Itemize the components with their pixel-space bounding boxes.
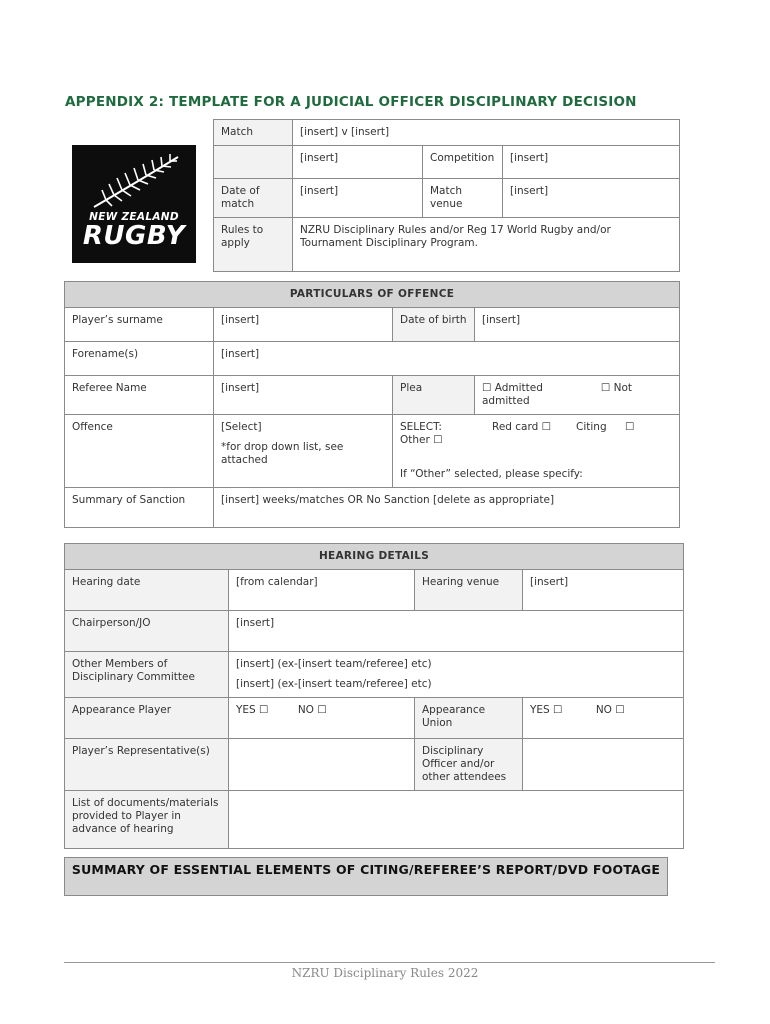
hearing-date-label: Hearing date	[65, 570, 229, 611]
appearance-union-no[interactable]: NO ☐	[595, 704, 625, 716]
red-card-checkbox[interactable]: Red card ☐	[492, 421, 552, 433]
date-of-match-label: Date of match	[214, 179, 293, 218]
silver-fern-icon	[72, 145, 196, 215]
chairperson-value[interactable]: [insert]	[229, 611, 684, 652]
sanction-label: Summary of Sanction	[65, 488, 214, 528]
documents-label: List of documents/materials provided to Player in advance of hearing	[65, 791, 229, 849]
surname-value[interactable]: [insert]	[214, 308, 393, 342]
competition-label: Competition	[423, 146, 503, 179]
nz-rugby-logo	[72, 145, 196, 263]
appearance-union-label: Appearance Union	[415, 698, 523, 739]
documents-value[interactable]	[229, 791, 684, 849]
plea-admitted-text: admitted	[482, 395, 530, 407]
other-members-cell	[229, 652, 684, 698]
match-venue-value[interactable]: [insert]	[503, 179, 680, 218]
hearing-venue-value[interactable]: [insert]	[523, 570, 684, 611]
dob-value[interactable]: [insert]	[475, 308, 680, 342]
disciplinary-officer-label: Disciplinary Officer and/or other attendees	[415, 739, 523, 791]
logo-text-line1: NEW ZEALAND	[89, 211, 179, 223]
appearance-union-yes[interactable]: YES ☐	[530, 704, 563, 716]
hearing-header: HEARING DETAILS	[65, 544, 684, 570]
sanction-value[interactable]: [insert] weeks/matches OR No Sanction [delete as appropriate]	[214, 488, 680, 528]
offence-select-cell	[214, 415, 393, 488]
match-label: Match	[214, 120, 293, 146]
logo-text-line2: RUGBY	[82, 221, 186, 251]
referee-value[interactable]: [insert]	[214, 376, 393, 415]
match-table	[213, 119, 680, 272]
forename-label: Forename(s)	[65, 342, 214, 376]
appearance-player-options	[229, 698, 415, 739]
other-members-value-1[interactable]: [insert] (ex-[insert team/referee] etc)	[236, 658, 432, 670]
appearance-player-label: Appearance Player	[65, 698, 229, 739]
offence-note: *for drop down list, see attached	[221, 441, 344, 466]
other-specify-text: If “Other” selected, please specify:	[400, 468, 583, 480]
offence-label: Offence	[65, 415, 214, 488]
offence-type-cell	[393, 415, 680, 488]
plea-label: Plea	[393, 376, 475, 415]
dob-label: Date of birth	[393, 308, 475, 342]
offence-select[interactable]: [Select]	[221, 421, 262, 433]
referee-label: Referee Name	[65, 376, 214, 415]
hearing-date-value[interactable]: [from calendar]	[229, 570, 415, 611]
rules-label: Rules to apply	[214, 218, 293, 272]
offence-table	[64, 281, 680, 528]
select-label: SELECT:	[400, 421, 442, 433]
player-rep-value[interactable]	[229, 739, 415, 791]
match-venue-label: Match venue	[423, 179, 503, 218]
plea-admitted-checkbox[interactable]: ☐ Admitted	[482, 382, 543, 394]
blank-label	[214, 146, 293, 179]
document-title: APPENDIX 2: TEMPLATE FOR A JUDICIAL OFFICER DISCIPLINARY DECISION	[65, 94, 637, 110]
other-checkbox[interactable]: Other ☐	[400, 434, 443, 446]
match-value[interactable]: [insert] v [insert]	[293, 120, 680, 146]
disciplinary-officer-value[interactable]	[523, 739, 684, 791]
offence-header: PARTICULARS OF OFFENCE	[65, 282, 680, 308]
plea-not-checkbox[interactable]: ☐ Not	[600, 382, 633, 394]
date-of-match-value[interactable]: [insert]	[293, 179, 423, 218]
other-members-label: Other Members of Disciplinary Committee	[65, 652, 229, 698]
plea-options	[475, 376, 680, 415]
footer-rule	[64, 962, 715, 963]
surname-label: Player’s surname	[65, 308, 214, 342]
player-rep-label: Player’s Representative(s)	[65, 739, 229, 791]
row2-value[interactable]: [insert]	[293, 146, 423, 179]
competition-value[interactable]: [insert]	[503, 146, 680, 179]
summary-header: SUMMARY OF ESSENTIAL ELEMENTS OF CITING/REFEREE’S REPORT/DVD FOOTAGE	[64, 857, 668, 896]
rules-value[interactable]: NZRU Disciplinary Rules and/or Reg 17 World Rugby and/or Tournament Disciplinary Program.	[293, 218, 680, 272]
citing-label: Citing	[576, 421, 607, 433]
hearing-venue-label: Hearing venue	[415, 570, 523, 611]
appearance-player-yes[interactable]: YES ☐	[236, 704, 269, 716]
forename-value[interactable]: [insert]	[214, 342, 680, 376]
footer-text: NZRU Disciplinary Rules 2022	[291, 966, 479, 980]
hearing-table	[64, 543, 684, 849]
appearance-union-options	[523, 698, 684, 739]
other-members-value-2[interactable]: [insert] (ex-[insert team/referee] etc)	[236, 678, 432, 690]
chairperson-label: Chairperson/JO	[65, 611, 229, 652]
appearance-player-no[interactable]: NO ☐	[297, 704, 327, 716]
citing-checkbox[interactable]: ☐	[625, 421, 635, 433]
